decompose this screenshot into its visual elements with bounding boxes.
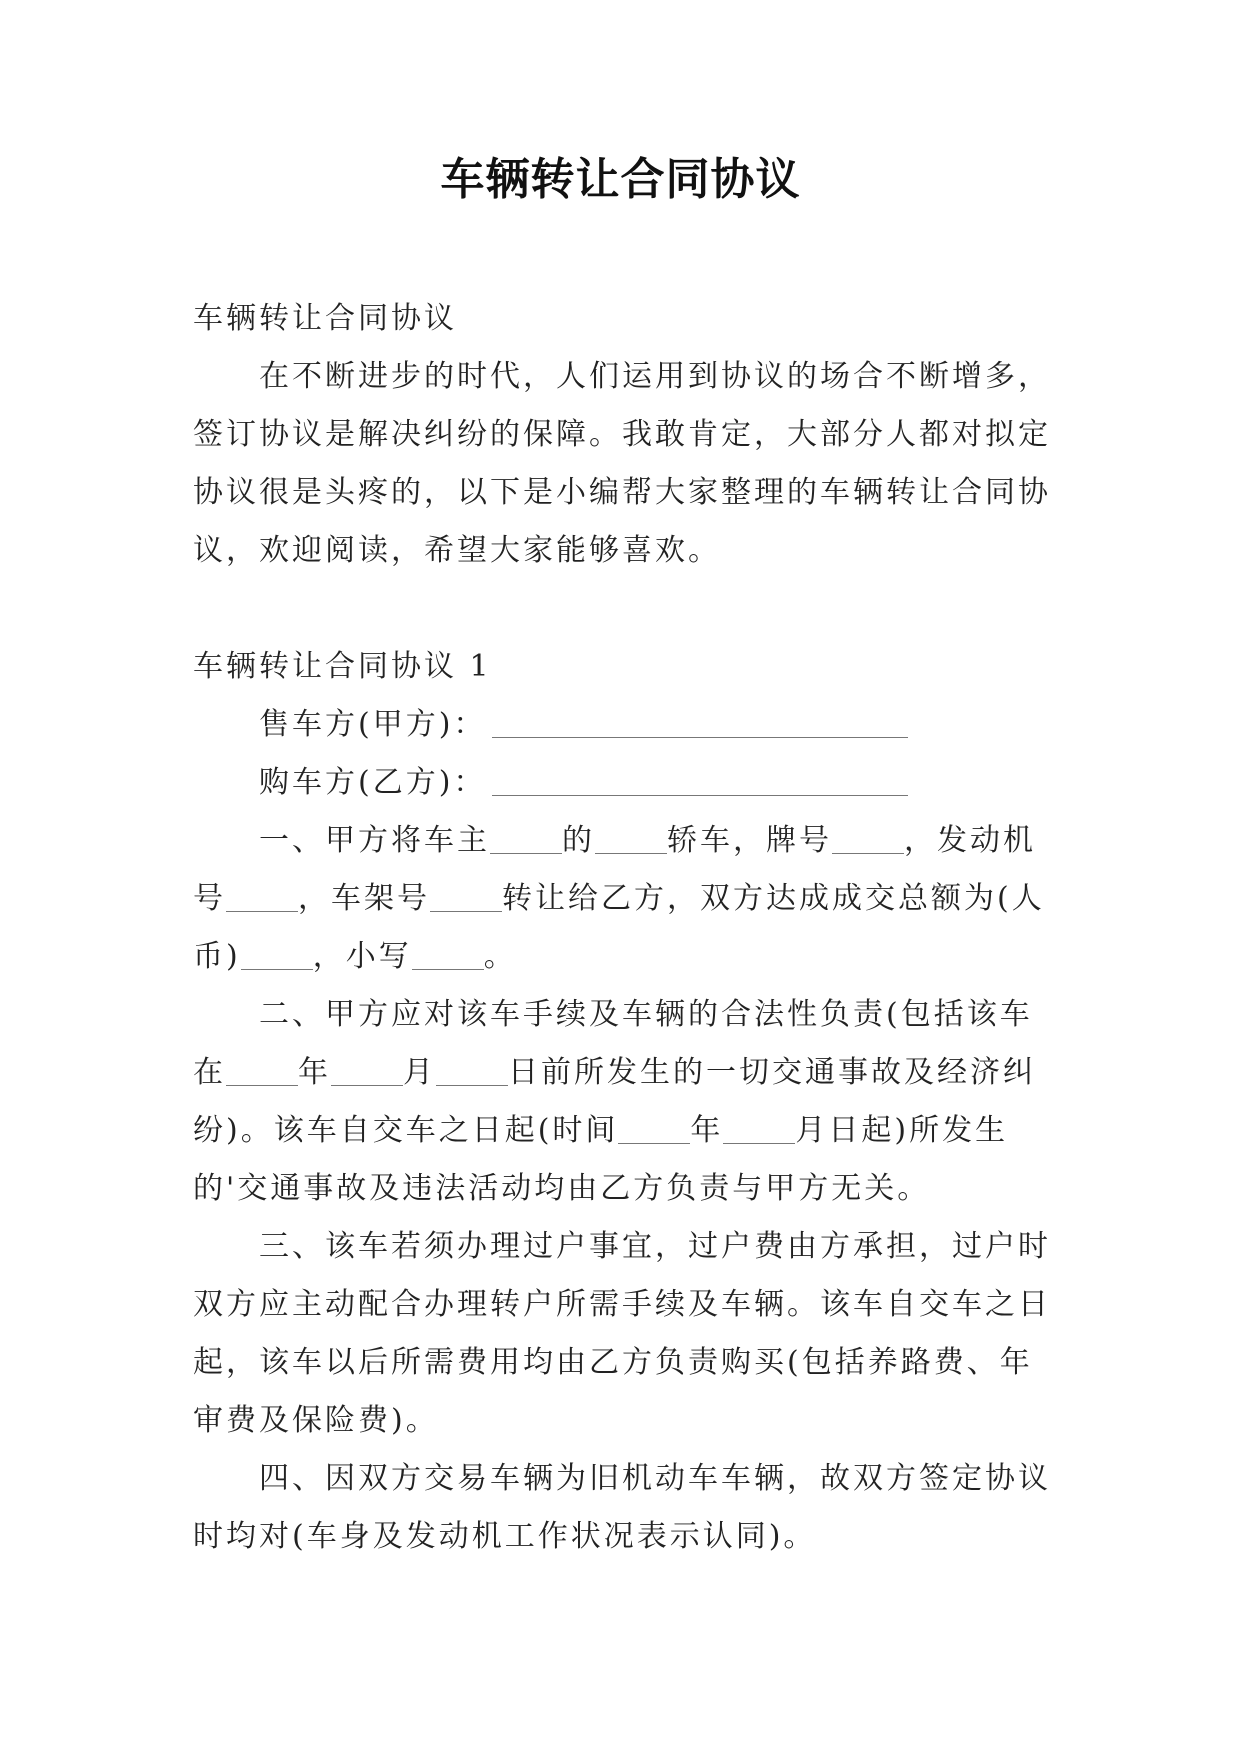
clause-2-text: 日前所发生的一切交通事故及经济纠纷)。该车自交车之日起(时间 [193,1055,1036,1148]
handover-year-blank[interactable] [618,1113,690,1144]
buyer-line [193,754,1055,812]
buyer-fill-blank[interactable] [492,765,908,796]
clause-2 [193,986,1055,1218]
document-subtitle: 车辆转让合同协议 [193,301,457,336]
document-body [193,290,1055,1566]
year-blank[interactable] [226,1055,298,1086]
model-blank[interactable] [595,823,667,854]
buyer-label: 购车方(乙方)： [259,765,487,800]
clause-1 [193,812,1055,986]
clause-1-text: 轿车，牌号 [667,823,832,858]
engine-number-blank[interactable] [226,881,298,912]
amount-lowercase-blank[interactable] [412,939,484,970]
month-blank[interactable] [331,1055,403,1086]
seller-line [193,696,1055,754]
handover-month-blank[interactable] [723,1113,795,1144]
clause-2-text: 二、甲方应对该车手续及车辆的合法性负责(包括该车在 [193,997,1033,1090]
clause-3: 三、该车若须办理过户事宜，过户费由方承担，过户时双方应主动配合办理转户所需手续及车辆。该车自交车之日起，该车以后所需费用均由乙方负责购买(包括养路费、年审费及保险费)。 [193,1229,1051,1438]
clause-1-text: ，小写 [312,939,412,974]
clause-2-text: 月日起)所发生的'交通事故及违法活动均由乙方负责与甲方无关。 [193,1113,1009,1206]
clause-2-text: 年 [690,1113,724,1148]
clause-2-text: 月 [403,1055,436,1090]
intro-paragraph: 在不断进步的时代，人们运用到协议的场合不断增多，签订协议是解决纠纷的保障。我敢肯定，大部分人都对拟定协议很是头疼的，以下是小编帮大家整理的车辆转让合同协议，欢迎阅读，希望大家能够喜欢。 [193,359,1051,568]
clause-1-text: 转让给乙方，双方达成成交总额为(人币) [193,881,1045,974]
plate-number-blank[interactable] [832,823,904,854]
clause-2-text: 年 [298,1055,331,1090]
document-title: 车辆转让合同协议 [440,154,801,205]
frame-number-blank[interactable] [430,881,502,912]
day-blank[interactable] [436,1055,508,1086]
clause-1-text: ，车架号 [298,881,430,916]
clause-1-text: 的 [562,823,595,858]
clause-1-text: 一、甲方将车主 [259,823,490,858]
spacer [193,580,1055,638]
amount-uppercase-blank[interactable] [241,939,313,970]
clause-1-text: 。 [483,939,517,974]
seller-fill-blank[interactable] [492,707,908,738]
section-heading: 车辆转让合同协议 1 [193,649,492,684]
owner-blank[interactable] [490,823,562,854]
clause-1-text: ，发动机号 [193,823,1036,916]
clause-4: 四、因双方交易车辆为旧机动车车辆，故双方签定协议时均对(车身及发动机工作状况表示认同)。 [193,1461,1051,1554]
seller-label: 售车方(甲方)： [259,707,487,742]
